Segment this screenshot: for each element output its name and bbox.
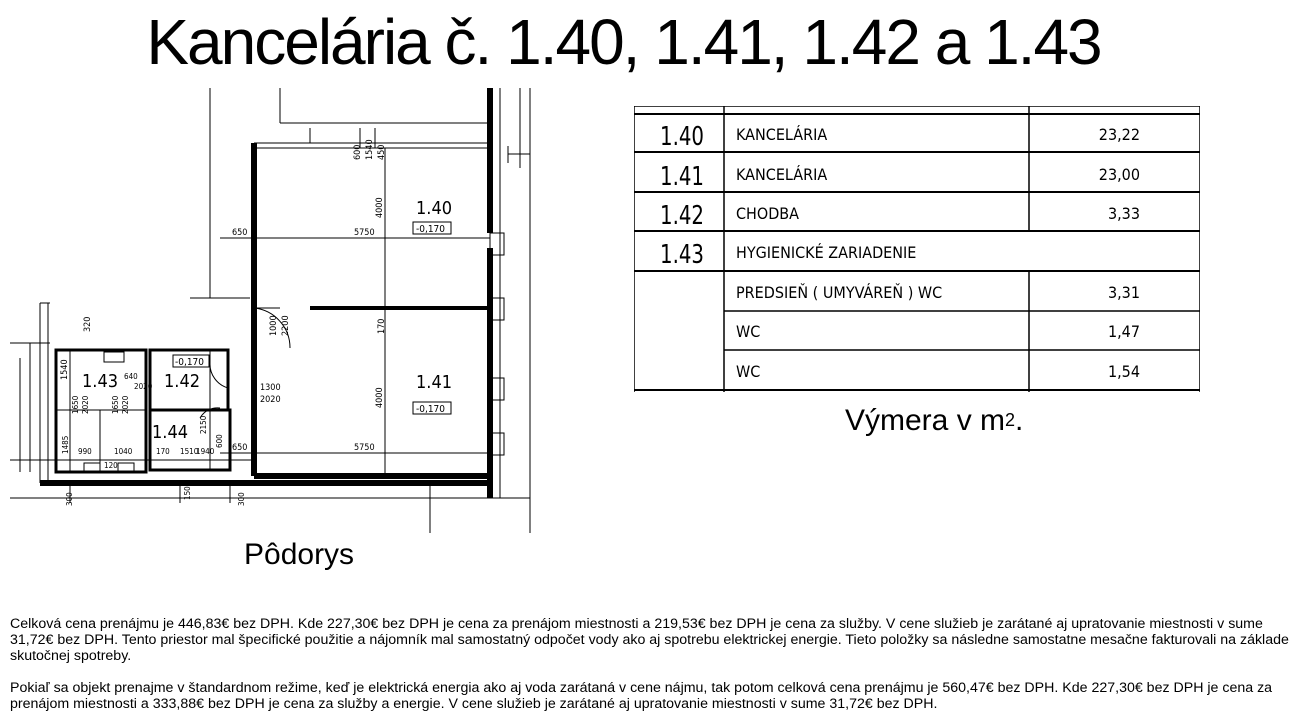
room-name-cell: WC — [736, 322, 761, 341]
room-name-cell: PREDSIEŇ ( UMYVÁREŇ ) WC — [736, 283, 943, 302]
dimension-label: 5750 — [354, 228, 375, 238]
area-value-cell: 3,31 — [1107, 283, 1140, 302]
dimension-label: 1040 — [114, 447, 133, 456]
dimension-label: 2020 — [121, 395, 130, 414]
pricing-note: Celková cena prenájmu je 446,83€ bez DPH. Kde 227,30€ bez DPH je cena za prenájom miestnosti a 219,53€ bez DPH je cena za služby. V cene služieb je zarátané aj upratovanie miestnosti v sume 31,72€ bez DPH. Tento priestor mal špecifické použitie a nájomník mal samostatný odpočet vody ako aj spotrebu elektrickej energie. Tieto položky sa následne samostatne mesačne fakturovali na základe skutočnej spotreby. — [10, 616, 1289, 664]
dimension-label: 320 — [83, 316, 93, 332]
room-number-cell: 1.43 — [660, 240, 704, 270]
dimension-label: 2020 — [260, 395, 281, 405]
room-number-cell: 1.42 — [660, 201, 704, 231]
dimension-label: 300 — [237, 492, 246, 506]
page-title: Kancelária č. 1.40, 1.41, 1.42 a 1.43 — [146, 6, 1101, 78]
room-number: 1.43 — [82, 371, 119, 392]
dimension-label: 1650 — [111, 395, 120, 414]
room-number: 1.41 — [416, 372, 453, 393]
dimension-label: 1500 — [183, 481, 192, 500]
room-name-cell: KANCELÁRIA — [736, 165, 828, 184]
dimension-label: 5750 — [354, 443, 375, 453]
dimension-label: 450 — [377, 144, 387, 160]
area-value-cell: 23,00 — [1098, 165, 1140, 184]
dimension-label: 2020 — [134, 382, 153, 391]
dimension-label: 1540 — [365, 139, 375, 160]
dimension-label: 600 — [353, 144, 363, 160]
pricing-note: Pokiaľ sa objekt prenajme v štandardnom režime, keď je elektrická energia ako aj voda zarátaná v cene nájmu, tak potom celková cena prenájmu je 560,47€ bez DPH. Kde 227,30€ bez DPH je cena za prenájom miestnosti a 333,88€ bez DPH je cena za služby a energie. V cene služieb je zarátané aj upratovanie miestnosti v sume 31,72€ bez DPH. — [10, 680, 1273, 712]
dimension-label: 1540 — [60, 359, 70, 380]
dimension-label: 170 — [156, 447, 170, 456]
room-level: -0,170 — [175, 357, 204, 368]
area-table — [634, 106, 1200, 392]
dimension-label: 170 — [377, 318, 387, 334]
room-number-cell: 1.40 — [660, 122, 704, 152]
dimension-label: 2200 — [281, 315, 291, 336]
floor-plan-drawing — [10, 88, 535, 533]
room-level: -0,170 — [416, 404, 445, 415]
dimension-label: 2150 — [199, 415, 208, 434]
room-number: 1.44 — [152, 422, 189, 443]
area-value-cell: 23,22 — [1098, 125, 1140, 144]
dimension-label: 1000 — [269, 315, 279, 336]
dimension-label: 650 — [232, 228, 248, 238]
area-caption-suffix: . — [1015, 404, 1024, 437]
area-table-caption — [845, 404, 1023, 438]
dimension-label: 650 — [232, 443, 248, 453]
room-name-cell: CHODBA — [736, 204, 800, 223]
area-value-cell: 1,54 — [1107, 362, 1140, 381]
pricing-notes — [10, 616, 1295, 728]
room-name-cell: KANCELÁRIA — [736, 125, 828, 144]
dimension-label: 120 — [104, 461, 118, 470]
dimension-label: 4000 — [375, 387, 385, 408]
dimension-label: 640 — [124, 372, 138, 381]
floor-plan-caption: Pôdorys — [244, 538, 355, 571]
dimension-label: 990 — [78, 447, 92, 456]
room-number: 1.42 — [164, 371, 201, 392]
dimension-label: 1650 — [71, 395, 80, 414]
room-name-cell: HYGIENICKÉ ZARIADENIE — [736, 243, 917, 262]
area-value-cell: 1,47 — [1107, 322, 1140, 341]
dimension-label: 1510 — [180, 447, 199, 456]
room-name-cell: WC — [736, 362, 761, 381]
dimension-label: 1300 — [260, 383, 281, 393]
dimension-label: 2020 — [81, 395, 90, 414]
area-caption-superscript: 2 — [1005, 410, 1016, 430]
room-number-cell: 1.41 — [660, 162, 704, 192]
dimension-label: 300 — [65, 492, 74, 506]
area-value-cell: 3,33 — [1107, 204, 1140, 223]
area-caption-text: Výmera v m — [845, 404, 1006, 437]
dimension-label: 1485 — [61, 435, 70, 454]
dimension-label: 600 — [215, 434, 224, 448]
room-level: -0,170 — [416, 224, 445, 235]
dimension-label: 4000 — [375, 197, 385, 218]
room-number: 1.40 — [416, 198, 453, 219]
dimension-label: 1940 — [196, 447, 215, 456]
